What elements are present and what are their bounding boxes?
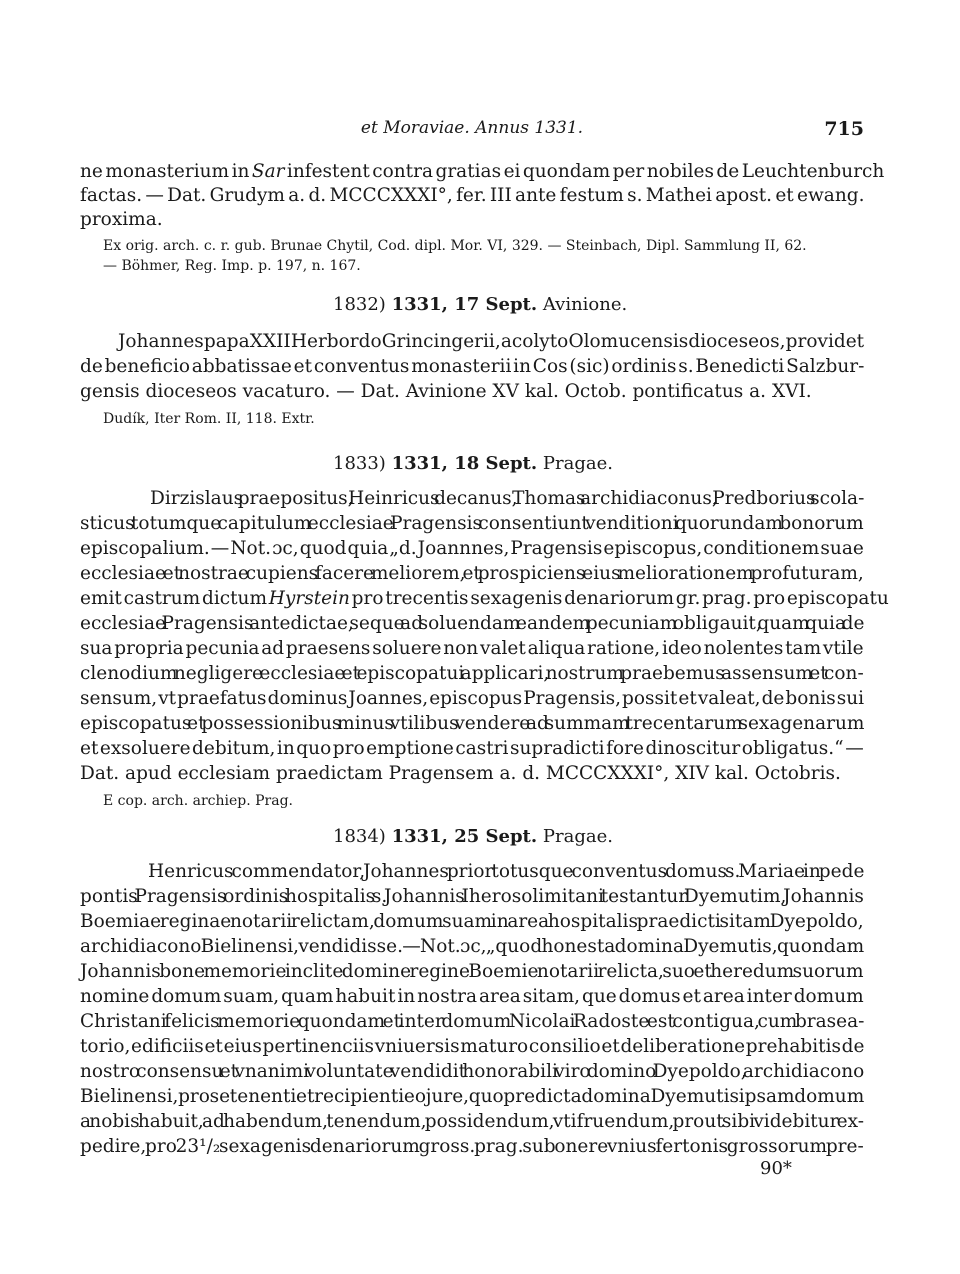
entry-number: 1834) bbox=[333, 826, 386, 847]
text-line: emit castrum dictum Hyrstein pro trecentis sexagenis denariorum gr. prag. pro episcopatu bbox=[80, 588, 889, 609]
text-line: et exsoluere debitum, in quo pro emptione castri supradicti fore dinoscitur obligatus.“ — bbox=[80, 738, 864, 759]
text-line: episcopatus et possessionibus minus vtilibus vendere ad summam trecentarum sexagenarum bbox=[80, 713, 865, 734]
text-line: Dat. apud ecclesiam praedictam Pragensem a. d. MCCCXXXI°, XIV kal. Octobris. bbox=[80, 763, 841, 784]
text-line: episcopalium. — Not. ɔc, quod quia „d. Joannnes, Pragensis episcopus, conditionem suae bbox=[80, 538, 864, 559]
source-citation: E cop. arch. archiep. Prag. bbox=[103, 793, 293, 809]
entry-date: 1331, 18 Sept. bbox=[391, 453, 538, 474]
text-line: torio, edificiis et eius pertinenciis vniuersis maturo consilio et deliberatione prehabitis de bbox=[80, 1036, 865, 1057]
page-number: 715 bbox=[824, 118, 864, 140]
text-line: factas. — Dat. Grudym a. d. MCCCXXXI°, fer. III ante festum s. Mathei apost. et ewang. bbox=[80, 185, 865, 206]
entry-place: Pragae. bbox=[542, 826, 613, 847]
text-line: sticus totumque capitulum ecclesiae Pragensis consentiunt venditioni quorundam bonorum bbox=[80, 513, 864, 534]
place-name: Hyrstein bbox=[268, 588, 350, 609]
text-line: Johannis bone memorie inclite domine regine Boemie notarii relicta, suo et heredum suorum bbox=[80, 961, 864, 982]
text-line: ne monasterium in Sar infestent contra gratias ei quondam per nobiles de Leuchtenburch bbox=[80, 161, 885, 182]
running-head: et Moraviae. Annus 1331. bbox=[360, 118, 584, 138]
text-line: Henricus commendator, Johannes prior totusque conventus domus s. Mariae in pede bbox=[148, 861, 865, 882]
text-line: Johannes papa XXII Herbordo Grincingerii, acolyto Olomucensis dioceseos, providet bbox=[118, 331, 865, 352]
source-citation: Dudík, Iter Rom. II, 118. Extr. bbox=[103, 411, 315, 427]
text-line: proxima. bbox=[80, 209, 163, 230]
text-line: de beneficio abbatissae et conventus monasterii in Cos (sic) ordinis s. Benedicti Salzbur- bbox=[80, 356, 865, 377]
text-line: nostro consensu et vnanimi voluntate vendidit honorabili viro domino Dyepoldo, archidiacono bbox=[80, 1061, 865, 1082]
text-line: ecclesiae et nostrae cupiens facere meliorem, et prospiciens eius meliorationem profuturam, bbox=[80, 563, 864, 584]
text-line: sua propria pecunia ad praesens soluere non valet aliqua ratione, ideo nolentes tam vtile bbox=[80, 638, 864, 659]
text-line: clenodium negligere ecclesiae et episcopatui applicari, nostrum praebemus assensum et con- bbox=[80, 663, 864, 684]
entry-heading-1832 bbox=[333, 293, 627, 317]
signature-mark: 90* bbox=[760, 1158, 792, 1179]
text-line: a nobis habuit, ad habendum, tenendum, possidendum, vtifruendum, prout sibi videbitur ex- bbox=[80, 1111, 864, 1132]
entry-date: 1331, 17 Sept. bbox=[391, 294, 538, 315]
text-line: archidiacono Bielinensi, vendidisse. — Not. ɔc, „quod honesta domina Dyemutis, quondam bbox=[80, 936, 865, 957]
entry-number: 1832) bbox=[333, 294, 386, 315]
text-line: Christani felicis memorie quondam et inter domum Nicolai Radoste est contigua, cum brasea- bbox=[80, 1011, 865, 1032]
text-line: sensum, vt praefatus dominus Joannes, episcopus Pragensis, possit et valeat, de bonis sui bbox=[80, 688, 865, 709]
entry-place: Pragae. bbox=[542, 453, 613, 474]
entry-place: Avinione. bbox=[542, 294, 628, 315]
page-header bbox=[80, 118, 864, 144]
text-line: pontis Pragensis ordinis hospitalis s. Johannis Iherosolimitani testantur Dyemutim, Johannis bbox=[80, 886, 864, 907]
text-line: nomine domum suam, quam habuit in nostra area sitam, que domus et area inter domum bbox=[80, 986, 864, 1007]
text-line: gensis dioceseos vacaturo. — Dat. Avinione XV kal. Octob. pontificatus a. XVI. bbox=[80, 381, 812, 402]
text-line: pedire, pro 23¹/₂ sexagenis denariorum gross. prag. sub onere vnius fertonis grossorum pre- bbox=[80, 1136, 864, 1157]
entry-date: 1331, 25 Sept. bbox=[391, 826, 538, 847]
entry-heading-1833 bbox=[333, 452, 613, 476]
source-citation: — Böhmer, Reg. Imp. p. 197, n. 167. bbox=[103, 258, 361, 274]
entry-heading-1834 bbox=[333, 825, 613, 849]
source-citation: Ex orig. arch. c. r. gub. Brunae Chytil, Cod. dipl. Mor. VI, 329. — Steinbach, Dipl. Sammlung II, 62. bbox=[103, 238, 807, 254]
text-line: Boemiae reginae notarii relictam, domum suam in area hospitalis praedicti sitam Dyepoldo, bbox=[80, 911, 864, 932]
text-line: Bielinensi, pro se tenenti et recipienti eo jure, quo predicta domina Dyemutis ipsam domum bbox=[80, 1086, 865, 1107]
place-name: Sar bbox=[251, 161, 285, 182]
entry-number: 1833) bbox=[333, 453, 386, 474]
text-line: Dirzislaus praepositus, Heinricus decanus, Thomas archidiaconus, Predborius scola- bbox=[150, 488, 865, 509]
text-line: ecclesiae Pragensis antedictae, seque ad soluendam eandem pecuniam obligauit, quam quia de bbox=[80, 613, 865, 634]
